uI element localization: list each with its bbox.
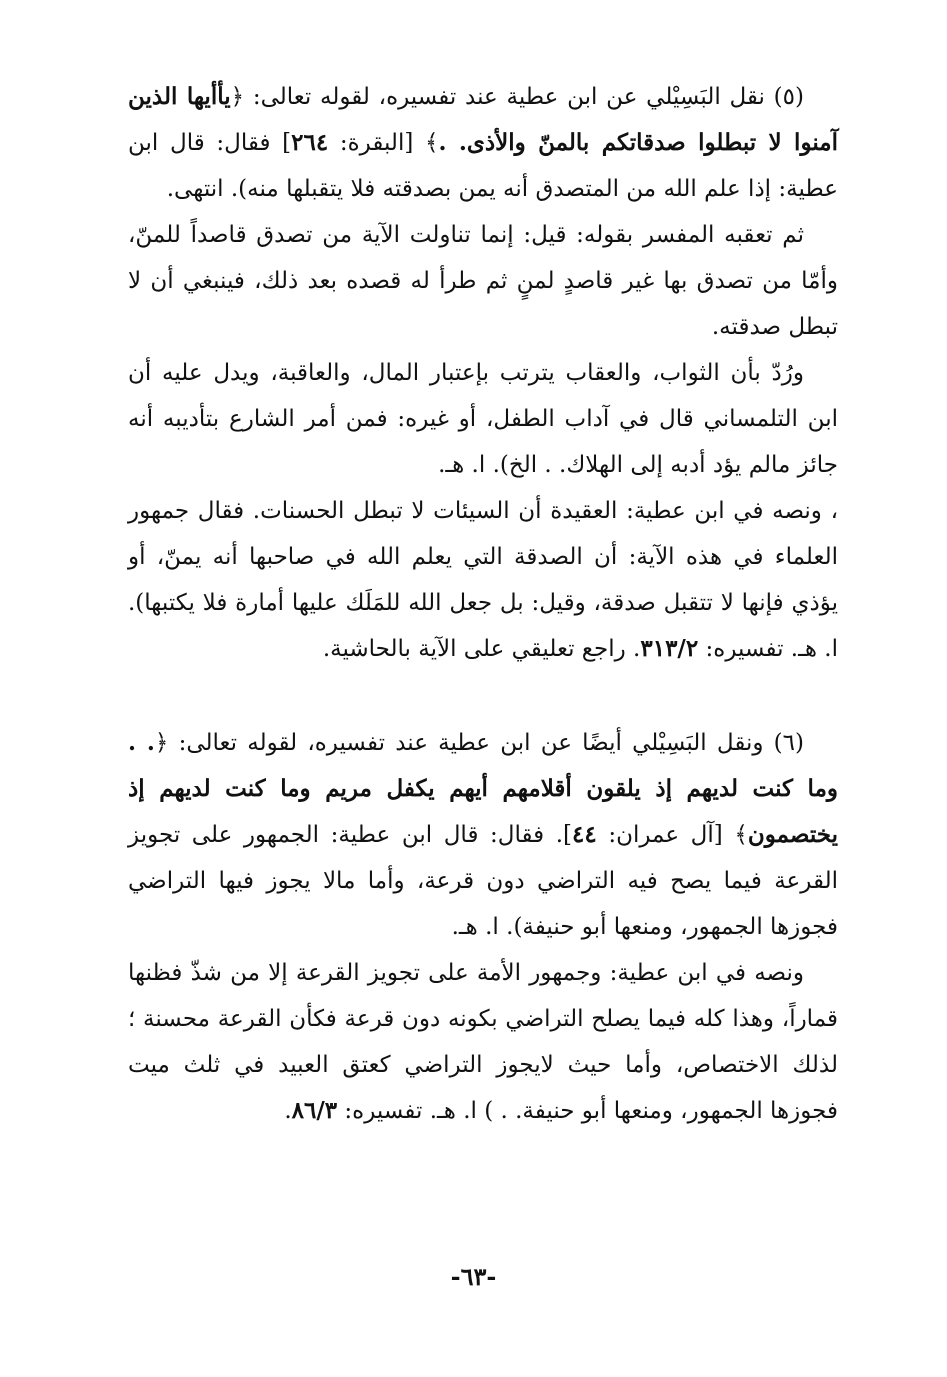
footnote-5-body: ] فقال: قال ابن عطية: إذا علم الله من المتصدق أنه يمن بصدقته فلا يتقبلها منه). انتهى. (128, 130, 838, 202)
verse-number-44: ٤٤ (572, 821, 597, 848)
paragraph-ibn-atiyya-text-1 (128, 488, 838, 672)
page-body (128, 74, 838, 1304)
quran-verse-baqarah: يأأيها الذين آمنوا لا تبطلوا صدقاتكم بالمنّ والأذى. . (128, 83, 838, 156)
paragraph-ibn-atiyya-text-2 (128, 950, 838, 1134)
footnote-5 (128, 74, 838, 212)
paragraph-objection: ثم تعقبه المفسر بقوله: قيل: إنما تناولت الآية من تصدق قاصداً للمنّ، وأمّا من تصدق بها غير قاصدٍ لمنٍ ثم طرأ له قصده بعد ذلك، فينبغي أن لا تبطل صدقته. (128, 222, 838, 340)
tafsir-ref-1: ٣١٣/٢ (640, 635, 699, 662)
page-number: -٦٣- (450, 1262, 497, 1291)
ibn-atiyya-text-1-end: . راجع تعليقي على الآية بالحاشية. (322, 636, 641, 662)
ibn-atiyya-text-1: ، ونصه في ابن عطية: العقيدة أن السيئات لا تبطل الحسنات. فقال جمهور العلماء في هذه الآية: أن الصدقة التي يعلم الله في صاحبها أنه يمنّ، أو يؤذي فإنها لا تتقبل صدقة، وقيل: بل جعل الله للمَلَك عليها أمارة فلا يكتبها). ا. هـ. تفسيره: (128, 498, 838, 662)
footnote-6 (128, 720, 838, 950)
footnote-6-body: ]. فقال: قال ابن عطية: الجمهور على تجويز القرعة فيما يصح فيه التراضي دون قرعة، وأما مالا يجوز فيها التراضي فجوزها الجمهور، ومنعها أبو حنيفة). ا. هـ. (128, 822, 838, 940)
footnote-5-verse-close: ﴾ [البقرة: (328, 130, 439, 156)
ibn-atiyya-text-2-end: . (284, 1098, 292, 1124)
footnote-6-intro: (٦) ونقل البَسِيْلي أيضًا عن ابن عطية عند تفسيره، لقوله تعالى: ﴿ (154, 730, 804, 756)
paragraph-rebuttal: ورُدّ بأن الثواب، والعقاب يترتب بإعتبار المال، والعاقبة، ويدل عليه أن ابن التلمساني قال في آداب الطفل، أو غيره: فمن أمر الشارع بتأديبه أنه جائز مالم يؤد أدبه إلى الهلاك. . الخ). ا. هـ. (128, 360, 838, 478)
footnote-5-intro: (٥) نقل البَسِيْلي عن ابن عطية عند تفسيره، لقوله تعالى: ﴿ (230, 84, 804, 110)
tafsir-ref-2: ٨٦/٣ (291, 1097, 338, 1124)
verse-number-264: ٢٦٤ (291, 129, 329, 156)
quran-verse-al-imran: . . وما كنت لديهم إذ يلقون أقلامهم أيهم يكفل مريم وما كنت لديهم إذ يختصمون (128, 729, 839, 848)
footnote-6-verse-close: ﴾ [آل عمران: (596, 822, 748, 848)
ibn-atiyya-text-2: ونصه في ابن عطية: وجمهور الأمة على تجويز القرعة إلا من شذّ فظنها قماراً، وهذا كله فيما يصلح التراضي بكونه دون قرعة فكأن القرعة محسنة ؛ لذلك الاختصاص، وأما حيث لايجوز التراضي كعتق العبيد في ثلث ميت فجوزها الجمهور، ومنعها أبو حنيفة. . ) ا. هـ. تفسيره: (128, 960, 838, 1124)
